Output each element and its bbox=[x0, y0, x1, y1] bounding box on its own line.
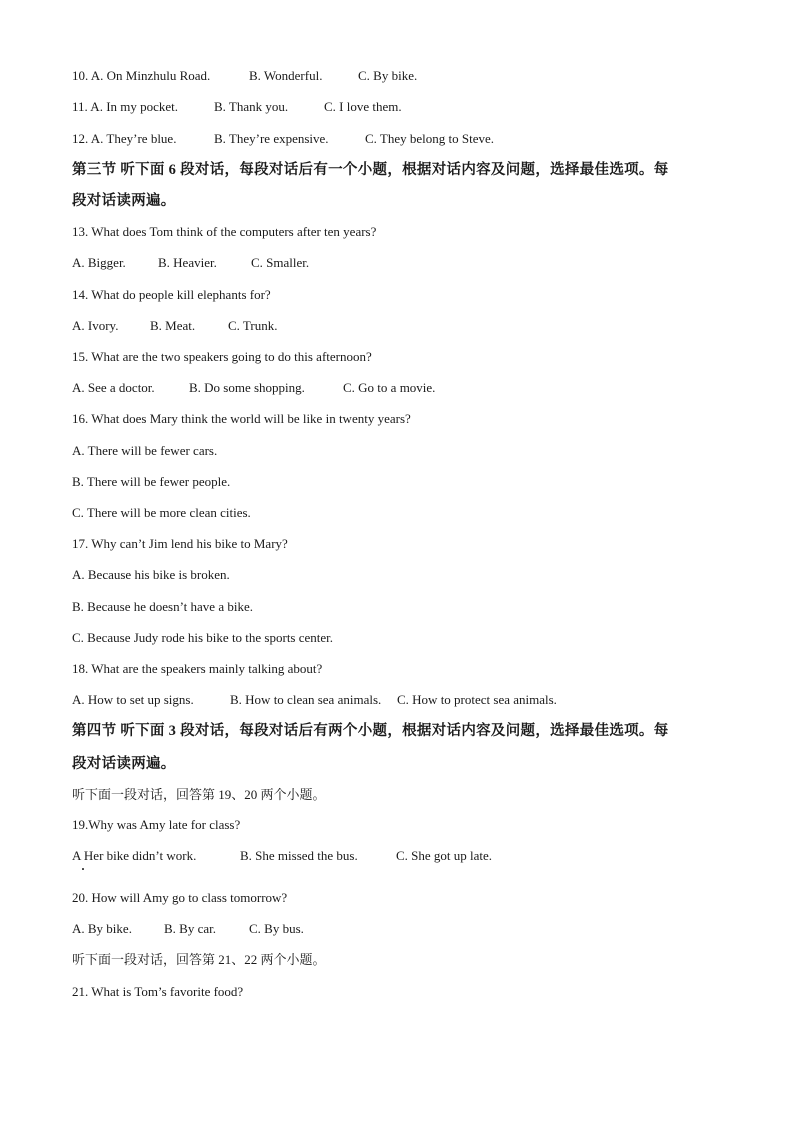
option-c: C. They belong to Steve. bbox=[365, 131, 495, 146]
option-b: B. Heavier. bbox=[158, 255, 217, 270]
question-16-option-b: B. There will be fewer people. bbox=[72, 474, 231, 489]
option-b: B. Wonderful. bbox=[249, 68, 323, 83]
question-12-options bbox=[72, 131, 494, 147]
question-17-option-b: B. Because he doesn’t have a bike. bbox=[72, 599, 253, 614]
question-13: 13. What does Tom think of the computers after ten years? bbox=[72, 224, 377, 239]
option-a: A. See a doctor. bbox=[72, 380, 155, 395]
option-a: A. How to set up signs. bbox=[72, 692, 194, 707]
option-c: C. She got up late. bbox=[396, 848, 493, 863]
intro-19-20: 听下面一段对话，回答第 19、20 两个小题。 bbox=[72, 787, 326, 802]
question-17-option-c: C. Because Judy rode his bike to the sports center. bbox=[72, 630, 334, 645]
question-15-options bbox=[72, 380, 435, 396]
question-17: 17. Why can’t Jim lend his bike to Mary? bbox=[72, 536, 288, 551]
option-a: A. Bigger. bbox=[72, 255, 126, 270]
question-19-options bbox=[72, 848, 492, 864]
section-3-heading-line-2: 段对话读两遍。 bbox=[72, 193, 176, 209]
question-20: 20. How will Amy go to class tomorrow? bbox=[72, 890, 288, 905]
stray-dot bbox=[82, 868, 84, 870]
section-4-heading-line-2: 段对话读两遍。 bbox=[72, 756, 176, 772]
option-c: C. By bus. bbox=[249, 921, 304, 936]
option-b: B. She missed the bus. bbox=[240, 848, 358, 863]
option-b: B. They’re expensive. bbox=[214, 131, 329, 146]
question-11-options bbox=[72, 99, 402, 115]
option-c: C. How to protect sea animals. bbox=[397, 692, 557, 707]
question-14-options bbox=[72, 318, 278, 334]
option-a: A. By bike. bbox=[72, 921, 132, 936]
question-21: 21. What is Tom’s favorite food? bbox=[72, 984, 244, 999]
option-c: C. Smaller. bbox=[251, 255, 310, 270]
question-19: 19.Why was Amy late for class? bbox=[72, 817, 241, 832]
question-17-option-a: A. Because his bike is broken. bbox=[72, 567, 230, 582]
option-c: C. Go to a movie. bbox=[343, 380, 436, 395]
option-a: A. Ivory. bbox=[72, 318, 119, 333]
question-14: 14. What do people kill elephants for? bbox=[72, 287, 271, 302]
question-10-options bbox=[72, 68, 417, 84]
question-18: 18. What are the speakers mainly talking about? bbox=[72, 661, 323, 676]
question-16-option-c: C. There will be more clean cities. bbox=[72, 505, 251, 520]
question-16: 16. What does Mary think the world will be like in twenty years? bbox=[72, 411, 411, 426]
question-16-option-a: A. There will be fewer cars. bbox=[72, 443, 218, 458]
option-a: A Her bike didn’t work. bbox=[72, 848, 197, 863]
option-b: B. Meat. bbox=[150, 318, 196, 333]
question-13-options bbox=[72, 255, 309, 271]
option-a: 11. A. In my pocket. bbox=[72, 99, 179, 114]
option-b: B. By car. bbox=[164, 921, 216, 936]
option-a: 10. A. On Minzhulu Road. bbox=[72, 68, 211, 83]
question-18-options bbox=[72, 692, 557, 708]
option-b: B. How to clean sea animals. bbox=[230, 692, 382, 707]
option-a: 12. A. They’re blue. bbox=[72, 131, 177, 146]
option-b: B. Do some shopping. bbox=[189, 380, 305, 395]
section-4-heading-line-1: 第四节 听下面 3 段对话，每段对话后有两个小题，根据对话内容及问题，选择最佳选项。每 bbox=[72, 723, 669, 739]
intro-21-22: 听下面一段对话，回答第 21、22 两个小题。 bbox=[72, 952, 326, 967]
option-b: B. Thank you. bbox=[214, 99, 289, 114]
option-c: C. Trunk. bbox=[228, 318, 278, 333]
option-c: C. By bike. bbox=[358, 68, 418, 83]
question-15: 15. What are the two speakers going to do this afternoon? bbox=[72, 349, 372, 364]
option-c: C. I love them. bbox=[324, 99, 402, 114]
question-20-options bbox=[72, 921, 304, 937]
section-3-heading-line-1: 第三节 听下面 6 段对话，每段对话后有一个小题，根据对话内容及问题，选择最佳选项。每 bbox=[72, 162, 669, 178]
